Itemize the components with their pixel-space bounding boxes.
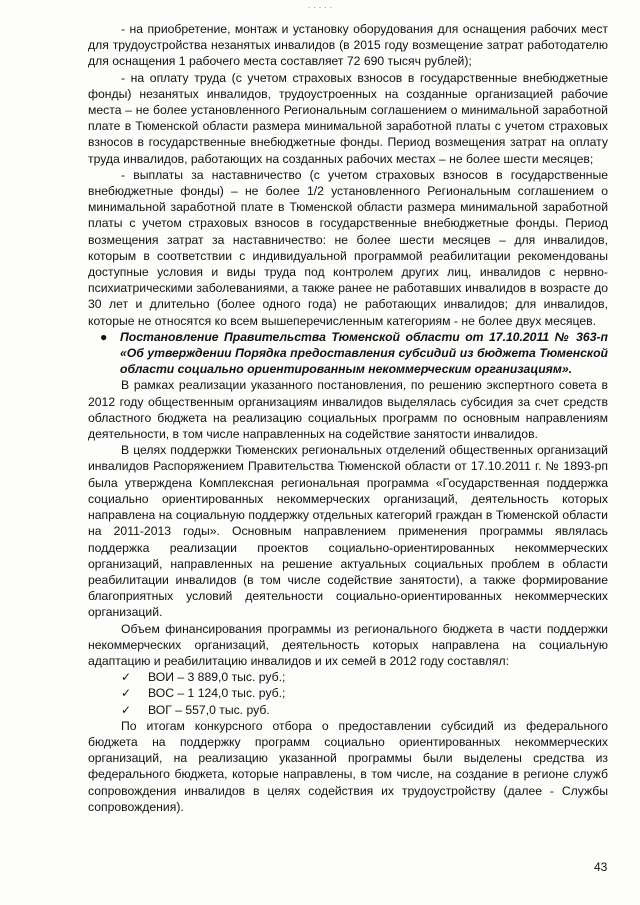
resolution-title: Постановление Правительства Тюменской области от 17.10.2011 № 363-п «Об утверждении Порядка предоставления субсидий из бюджета Тюменской области социально ориентированным некоммерческим организациям». — [120, 329, 608, 377]
check-icon: ✓ — [121, 702, 132, 717]
list-item: ✓ ВОГ – 557,0 тыс. руб. — [121, 702, 270, 717]
paragraph-program: В целях поддержки Тюменских региональных отделений общественных организаций инвалидов Распоряжением Правительства Тюменской области от 17.10.2011 г. № 1893-рп была утверждена Комплексная региональная программа «Государственная поддержка социально ориентированных некоммерческих организаций, деятельность которых направлена на социальную поддержку отдельных категорий граждан в Тюменской области на 2011-2013 годы». Основным направлением применения программы являлась поддержка реализации проектов социально-ориентированных некоммерческих организаций, направленных на решение актуальных социальных проблем в области реабилитации инвалидов (в том числе содействие занятости), а также формирование благоприятных условий деятельности социально-ориентированных некоммерческих организаций. — [88, 443, 608, 620]
bullet-icon: ● — [100, 329, 108, 344]
page-number: 43 — [594, 860, 608, 874]
paragraph-equipment: - на приобретение, монтаж и установку оборудования для оснащения рабочих мест для трудоустройства незанятых инвалидов (в 2015 году возмещение затрат работодателю для оснащения 1 рабочего места составляет 72 690 тысяч рублей); — [88, 22, 608, 69]
resolution-bullet — [88, 329, 608, 378]
paragraph-federal: По итогам конкурсного отбора о предоставлении субсидий из федерального бюджета на поддержку программ социально ориентированных некоммерческих организаций, на реализацию указанной программы были выделены средства из федерального бюджета, которые направлены, в том числе, на создание в регионе служб сопровождения инвалидов в целях содействия их трудоустройству (далее - Службы сопровождения). — [88, 718, 608, 814]
list-item: ✓ ВОИ – 3 889,0 тыс. руб.; — [121, 670, 286, 685]
page-body — [88, 21, 608, 815]
paragraph-mentoring: - выплаты за наставничество (с учетом страховых взносов в государственные внебюджетные фонды) – не более 1/2 установленного Региональным соглашением о минимальной заработной плате в Тюменской области размера минимальной заработной платы с учетом страховых взносов в государственные внебюджетные фонды. Период возмещения затрат за наставничество: не более шести месяцев – для инвалидов, которым в соответствии с индивидуальной программой реабилитации рекомендованы доступные условия и виды труда под контролем других лиц, инвалидов с нервно-психиатрическими заболеваниями, а также ранее не работавших инвалидов в возрасте до 30 лет и длительно (более одного года) не работающих инвалидов; для инвалидов, которые не относятся ко всем вышеперечисленным категориям - не более двух месяцев. — [88, 167, 608, 328]
paragraph-subsidy: В рамках реализации указанного постановления, по решению экспертного совета в 2012 году общественным организациям инвалидов выделялась субсидия за счет средств областного бюджета на реализацию социальных программ по основным направлениям деятельности, в том числе направленных на содействие занятости инвалидов. — [88, 378, 608, 442]
list-item: ✓ ВОС – 1 124,0 тыс. руб.; — [121, 686, 286, 701]
check-icon: ✓ — [121, 670, 132, 685]
paragraph-funding: Объем финансирования программы из регионального бюджета в части поддержки некоммерческих организаций, деятельность которых направлена на социальную адаптацию и реабилитацию инвалидов и их семей в 2012 году составлял: — [88, 621, 608, 668]
paragraph-wages: - на оплату труда (с учетом страховых взносов в государственные внебюджетные фонды) незанятых инвалидов, трудоустроенных на созданные организацией рабочие места – не более установленного Региональным соглашением о минимальной заработной плате в Тюменской области размера минимальной заработной платы с учетом страховых взносов в государственные внебюджетные фонды. Период возмещения затрат на оплату труда инвалидов, работающих на созданных рабочих местах – не более шести месяцев; — [88, 70, 608, 166]
scan-mark: · · · · · — [307, 2, 333, 12]
check-icon: ✓ — [121, 686, 132, 701]
funding-list — [88, 669, 608, 718]
